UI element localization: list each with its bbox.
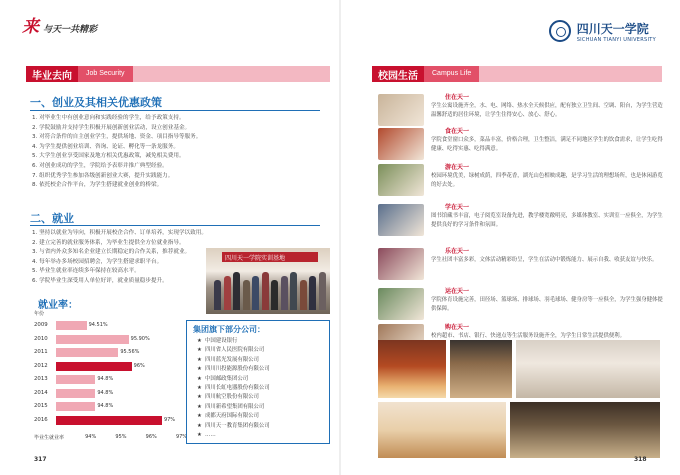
star-icon: ★ xyxy=(197,338,202,344)
company-box-title: 集团旗下部分公司： xyxy=(193,325,265,334)
right-logo xyxy=(549,18,656,43)
left-logo-slogan: 与天一共精彩 xyxy=(43,25,98,35)
section-title-policy: 一、创业及其相关优惠政策 xyxy=(30,96,162,109)
campus-thumbnail xyxy=(378,128,424,160)
chart-value-label: 95.90% xyxy=(130,335,150,342)
employment-rate-chart xyxy=(34,310,188,441)
company-name: 四川长虹电器股份有限公司 xyxy=(205,385,270,392)
star-icon: ★ xyxy=(197,432,202,439)
banner-bar xyxy=(479,66,662,82)
campus-block-text: 校园环境优美，绿树成荫，四季花香，湖光山色相映成趣，是学习生活的理想场所，也是休闲游览的好去处。 xyxy=(431,173,663,188)
campus-block xyxy=(431,126,663,153)
photo-person xyxy=(214,280,221,310)
chart-row xyxy=(34,334,182,345)
photo-person xyxy=(233,272,240,310)
chart-year-label: 2009 xyxy=(34,322,48,328)
company-item xyxy=(197,403,270,412)
page-spine xyxy=(339,0,341,475)
photo-person xyxy=(252,276,259,310)
chart-bar xyxy=(56,416,162,425)
employment-banner-en: Job Security xyxy=(78,66,133,82)
chart-row xyxy=(34,361,182,372)
chart-year-header: 年份 xyxy=(34,311,45,317)
list-item: 5. 毕业生就业率连续多年保持在较高水平。 xyxy=(32,268,140,275)
campus-photo-hall xyxy=(450,340,512,398)
campus-banner-en: Campus Life xyxy=(424,66,479,82)
company-name: 四川省人民医院有限公司 xyxy=(205,347,265,354)
employment-banner xyxy=(26,66,330,82)
college-name-en: SICHUAN TIANYI UNIVERSITY xyxy=(576,37,656,43)
list-item: 4. 每年举办多场校园招聘会，为学生搭建求职平台。 xyxy=(32,258,163,265)
list-item: 6. 对创业成功的学生，学院给予表彰并推广典型经验。 xyxy=(32,162,168,169)
campus-photo-lobby xyxy=(378,402,506,458)
list-item: 8. 依托校企合作平台，为学生搭建就业创业的桥梁。 xyxy=(32,182,163,189)
campus-block xyxy=(431,322,663,341)
chart-x-tick: 94% xyxy=(85,434,97,440)
training-photo xyxy=(206,248,330,314)
chart-bar xyxy=(56,375,95,384)
campus-block xyxy=(431,92,663,119)
company-item xyxy=(197,422,270,431)
chart-year-label: 2015 xyxy=(34,403,48,409)
list-item: 3. 与省内外众多知名企业建立长期稳定的合作关系，推荐就业。 xyxy=(32,249,191,256)
chart-year-label: 2016 xyxy=(34,416,48,423)
company-name: 四川新希望集团有限公司 xyxy=(205,403,265,410)
star-icon: ★ xyxy=(197,394,202,401)
section-divider xyxy=(30,225,320,226)
chart-year-label: 2010 xyxy=(34,335,48,342)
company-name: 成都天府国际有限公司 xyxy=(205,413,259,420)
chart-x-axis-title: 毕业生就业率 xyxy=(34,435,65,441)
campus-block-text: 学院体育设施完善，田径场、篮球场、排球场、羽毛球场、健身房等一应俱全，为学生强身健体提供保障。 xyxy=(431,297,663,312)
star-icon: ★ xyxy=(197,403,202,410)
left-logo xyxy=(22,12,97,37)
chart-bar xyxy=(56,335,129,344)
campus-banner xyxy=(372,66,662,82)
campus-block-text: 学生公寓设施齐全，水、电、网络、热水全天候供应，配有独立卫生间、空调、阳台，为学生营造温馨舒适的居住环境，让学生住得安心、放心、舒心。 xyxy=(431,103,663,118)
company-item xyxy=(197,356,270,365)
company-item xyxy=(197,375,270,384)
company-more-dots: …… xyxy=(205,432,216,439)
chart-value-label: 94.51% xyxy=(88,322,108,328)
chart-row xyxy=(34,374,182,385)
campus-photo-dining xyxy=(378,340,446,398)
campus-block xyxy=(431,246,663,265)
campus-block xyxy=(431,286,663,313)
chart-row xyxy=(34,320,182,331)
company-list xyxy=(197,337,270,440)
campus-block xyxy=(431,162,663,189)
list-item: 6. 学院毕业生深受用人单位好评，就业质量稳步提升。 xyxy=(32,277,168,284)
banner-bar xyxy=(133,66,330,82)
company-more xyxy=(197,431,270,440)
photo-person xyxy=(281,276,288,310)
left-logo-mark: 来 xyxy=(22,17,39,37)
chart-row xyxy=(34,388,182,399)
chart-row xyxy=(34,347,182,358)
chart-bar xyxy=(56,348,118,357)
chart-year-label: 2012 xyxy=(34,362,48,369)
chart-x-tick: 95% xyxy=(115,434,127,440)
chart-row xyxy=(34,415,182,426)
company-name: 四川川投能源股份有限公司 xyxy=(205,366,270,373)
campus-block xyxy=(431,202,663,229)
star-icon: ★ xyxy=(197,385,202,392)
campus-thumbnail xyxy=(378,248,424,280)
section-divider xyxy=(30,110,320,111)
star-icon: ★ xyxy=(197,413,202,420)
chart-x-tick: 97% xyxy=(175,434,188,440)
company-name: 中国邮政集团公司 xyxy=(205,375,249,382)
employment-banner-zh: 毕业去向 xyxy=(26,66,78,82)
photo-person xyxy=(309,276,316,310)
photo-caption: 四川天一学院实训基地 xyxy=(222,252,318,262)
company-name: 四川航空股份有限公司 xyxy=(205,394,259,401)
company-item xyxy=(197,365,270,374)
campus-photo-restaurant xyxy=(510,402,660,458)
chart-value-label: 94.8% xyxy=(97,376,114,382)
star-icon: ★ xyxy=(197,356,202,363)
star-icon: ★ xyxy=(197,366,202,373)
chart-year-label: 2011 xyxy=(34,349,48,355)
campus-block-title: 乐在天一 xyxy=(445,248,470,255)
list-item: 2. 建立完善的就业服务体系，为毕业生提供全方位就业指导。 xyxy=(32,239,185,246)
campus-block-text: 学生社团丰富多彩，文体活动精彩纷呈，学生在活动中锻炼能力、展示自我、收获友谊与快乐。 xyxy=(431,257,658,263)
photo-person xyxy=(319,272,326,310)
campus-block-text: 图书馆藏书丰富，电子阅览室设备先进，教学楼宽敞明亮，多媒体教室、实训室一应俱全，为学生提供良好的学习条件和氛围。 xyxy=(431,213,663,228)
chart-bar xyxy=(56,362,132,371)
chart-value-label: 96% xyxy=(133,362,145,369)
company-box xyxy=(186,320,330,444)
chart-value-label: 95.56% xyxy=(120,349,140,355)
chart-row xyxy=(34,401,182,412)
employment-rate-title: 就业率： xyxy=(38,300,78,311)
chart-value-label: 97% xyxy=(163,416,176,423)
campus-thumbnail xyxy=(378,94,424,126)
chart-year-label: 2013 xyxy=(34,376,48,382)
campus-block-title: 住在天一 xyxy=(445,94,470,101)
policy-list xyxy=(32,114,324,191)
page-number-right: 318 xyxy=(634,456,647,463)
campus-block-title: 购在天一 xyxy=(445,324,470,331)
chart-bar xyxy=(56,402,95,411)
photo-person xyxy=(271,280,278,310)
star-icon: ★ xyxy=(197,422,202,429)
list-item: 2. 学院鼓励并支持学生积极开展创新创业活动，设立创业基金。 xyxy=(32,124,191,131)
campus-block-text: 校内超市、书店、银行、快递点等生活服务设施齐全，为学生日常生活提供便利。 xyxy=(431,333,626,339)
chart-bar xyxy=(56,389,95,398)
list-item: 4. 为学生提供创业培训、咨询、论证、孵化等一条龙服务。 xyxy=(32,143,179,150)
photo-person xyxy=(300,280,307,310)
list-item: 5. 大学生创业享受国家及地方相关优惠政策，减免相关费用。 xyxy=(32,153,185,160)
list-item: 3. 对符合条件的自主创业学生，提供场地、资金、项目指导等服务。 xyxy=(32,134,202,141)
campus-block-title: 游在天一 xyxy=(445,164,470,171)
chart-year-label: 2014 xyxy=(34,389,48,396)
chart-value-label: 94.8% xyxy=(97,403,114,409)
campus-block-title: 运在天一 xyxy=(445,288,470,295)
campus-banner-zh: 校园生活 xyxy=(372,66,424,82)
photo-person xyxy=(290,272,297,310)
chart-value-label: 94.8% xyxy=(97,389,114,396)
company-item xyxy=(197,337,270,346)
company-name: 四川蓝光发展有限公司 xyxy=(205,356,259,363)
college-name: 四川天一学院 xyxy=(576,22,649,36)
campus-block-title: 食在天一 xyxy=(445,128,470,135)
page-number-left: 317 xyxy=(34,456,47,463)
star-icon: ★ xyxy=(197,375,202,382)
campus-block-text: 学院食堂窗口众多，菜品丰富，价格合理，卫生整洁，满足不同地区学生的饮食需求，让学生吃得健康、吃得实惠、吃得满意。 xyxy=(431,137,663,152)
chart-bar xyxy=(56,321,87,330)
campus-thumbnail xyxy=(378,288,424,320)
campus-thumbnail xyxy=(378,204,424,236)
company-item xyxy=(197,393,270,402)
college-seal-icon xyxy=(549,20,571,42)
company-item xyxy=(197,384,270,393)
photo-person xyxy=(243,280,250,310)
campus-thumbnail xyxy=(378,164,424,196)
photo-person xyxy=(224,276,231,310)
section-title-employment: 二、就业 xyxy=(30,212,74,225)
company-name: 四川天一教育集团有限公司 xyxy=(205,422,270,429)
chart-x-tick: 96% xyxy=(145,434,157,440)
company-item xyxy=(197,346,270,355)
company-name: 中国建设银行 xyxy=(205,338,238,344)
photo-person xyxy=(262,272,269,310)
star-icon: ★ xyxy=(197,347,202,354)
campus-photo-cafeteria xyxy=(516,340,660,398)
list-item: 1. 对毕业生中有创业意向和实践经验的学生，给予政策支持。 xyxy=(32,115,185,121)
list-item: 1. 坚持以就业为导向，积极开展校企合作、订单培养，实现学以致用。 xyxy=(32,230,207,236)
list-item: 7. 组织优秀学生参加各级创新创业大赛，提升实践能力。 xyxy=(32,172,174,179)
campus-block-title: 学在天一 xyxy=(445,204,470,211)
company-item xyxy=(197,412,270,421)
